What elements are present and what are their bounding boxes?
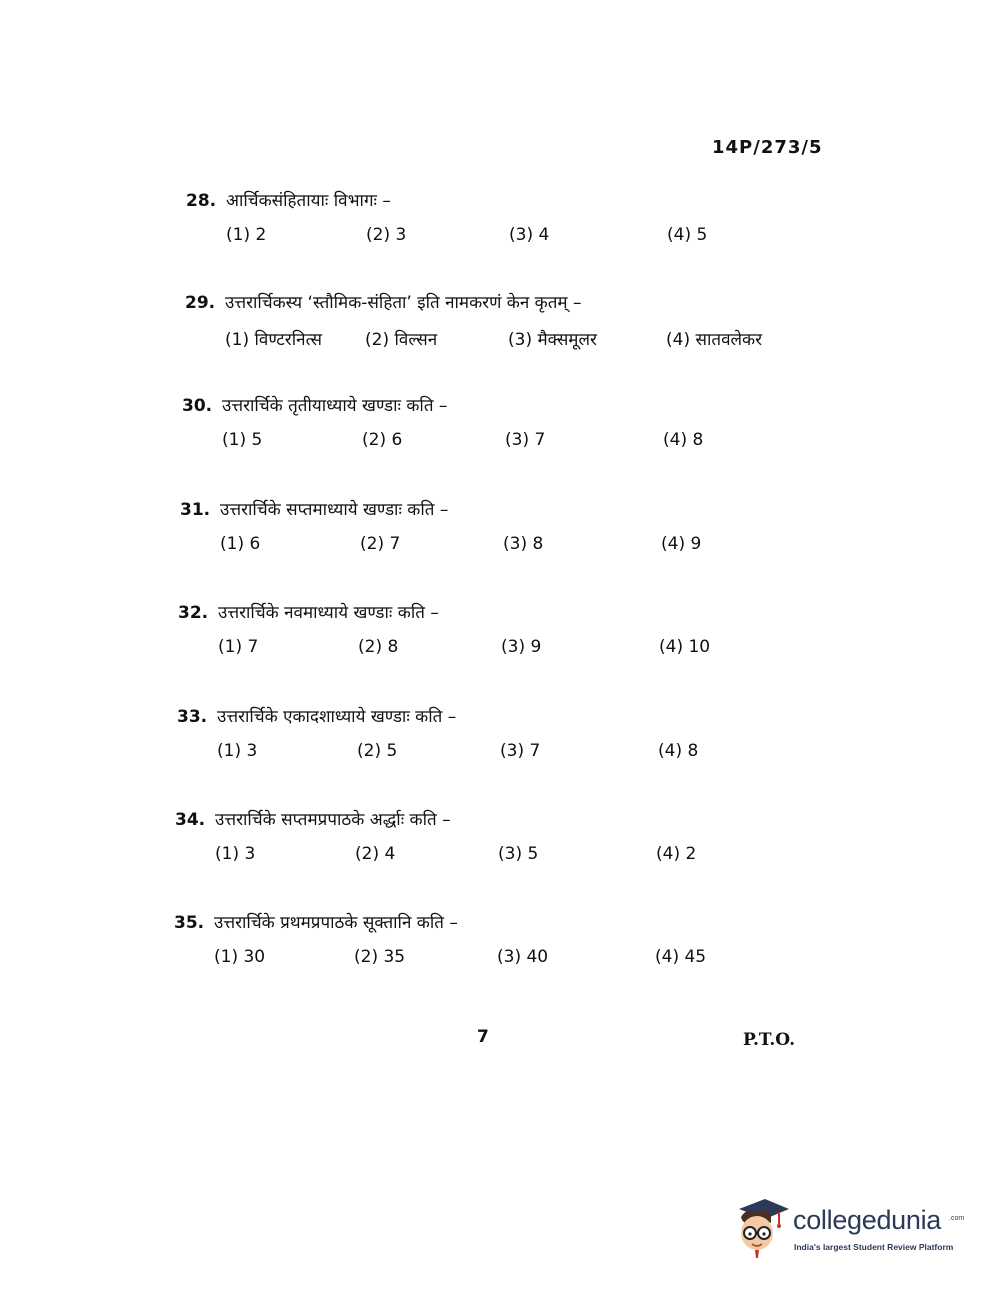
option-list [174,947,814,977]
option-2: (2) विल्सन [365,330,438,350]
option-1: (1) विण्टरनित्स [225,330,322,350]
option-list [182,430,822,460]
question-number: 34. [175,810,206,830]
pto-label: P.T.O. [743,1030,795,1050]
question-31 [180,497,820,564]
question-32 [178,600,818,667]
collegedunia-logo [733,1195,963,1265]
option-4: (4) 9 [661,534,702,554]
option-2: (2) 3 [366,225,407,245]
question-text: उत्तरार्चिके सप्तमप्रपाठके अर्द्धाः कति – [215,810,451,830]
question-30 [182,393,822,460]
question-number: 35. [174,913,205,933]
option-1: (1) 3 [215,844,256,864]
option-1: (1) 2 [226,225,267,245]
option-1: (1) 7 [218,637,259,657]
question-28 [186,188,826,255]
paper-code: 14P/273/5 [712,137,823,158]
option-2: (2) 4 [355,844,396,864]
question-number: 28. [186,191,217,211]
page-number: 7 [477,1027,489,1047]
option-3: (3) 40 [497,947,549,967]
question-number: 31. [180,500,211,520]
option-2: (2) 5 [357,741,398,761]
student-mascot-icon [733,1195,791,1259]
option-1: (1) 5 [222,430,263,450]
option-list [180,534,820,564]
option-4: (4) 5 [667,225,708,245]
option-2: (2) 35 [354,947,406,967]
option-3: (3) 7 [500,741,541,761]
question-number: 30. [182,396,213,416]
option-1: (1) 3 [217,741,258,761]
question-text: उत्तरार्चिकस्य ‘स्तौमिक-संहिता’ इति नामकरणं केन कृतम् – [225,293,582,313]
option-list [186,225,826,255]
question-35 [174,910,814,977]
option-3: (3) 8 [503,534,544,554]
question-text: उत्तरार्चिके एकादशाध्याये खण्डाः कति – [217,707,457,727]
option-4: (4) 8 [663,430,704,450]
option-4: (4) 8 [658,741,699,761]
option-3: (3) मैक्समूलर [508,330,597,350]
question-text: उत्तरार्चिके सप्तमाध्याये खण्डाः कति – [220,500,449,520]
question-text: उत्तरार्चिके तृतीयाध्याये खण्डाः कति – [222,396,448,416]
option-2: (2) 8 [358,637,399,657]
option-list [185,327,825,357]
question-text: उत्तरार्चिके प्रथमप्रपाठके सूक्तानि कति – [214,913,458,933]
question-34 [175,807,815,874]
option-3: (3) 7 [505,430,546,450]
option-4: (4) 10 [659,637,711,657]
brand-name: collegedunia [793,1205,942,1235]
question-number: 29. [185,293,216,313]
option-4: (4) 2 [656,844,697,864]
option-list [178,637,818,667]
option-4: (4) 45 [655,947,707,967]
question-number: 33. [177,707,208,727]
question-number: 32. [178,603,209,623]
option-3: (3) 9 [501,637,542,657]
option-3: (3) 5 [498,844,539,864]
option-2: (2) 6 [362,430,403,450]
option-1: (1) 6 [220,534,261,554]
option-list [175,844,815,874]
brand-suffix: .com [949,1215,965,1222]
question-text: आर्चिकसंहितायाः विभागः – [226,191,391,211]
option-3: (3) 4 [509,225,550,245]
option-list [177,741,817,771]
question-33 [177,704,817,771]
brand-tagline: India's largest Student Review Platform [794,1242,954,1252]
option-4: (4) सातवलेकर [666,330,763,350]
option-2: (2) 7 [360,534,401,554]
question-text: उत्तरार्चिके नवमाध्याये खण्डाः कति – [218,603,439,623]
question-29 [185,290,825,357]
option-1: (1) 30 [214,947,266,967]
